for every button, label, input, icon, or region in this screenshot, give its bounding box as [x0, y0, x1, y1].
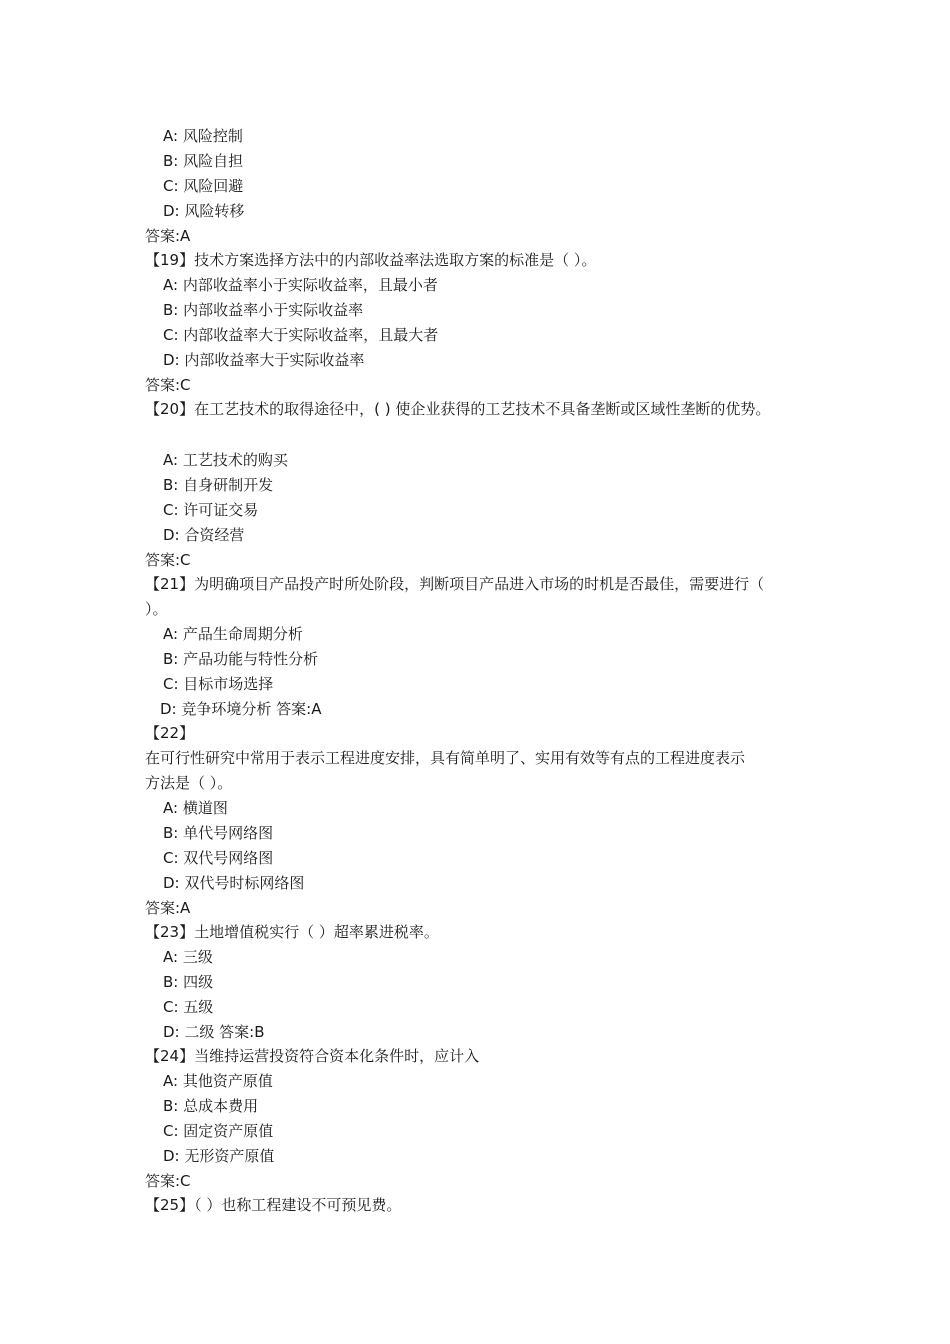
q24-option-b: B: 总成本费用	[163, 1097, 259, 1115]
question-21-title-line2: ）。	[145, 600, 168, 618]
option-d: D: 风险转移	[163, 202, 245, 220]
q19-option-d: D: 内部收益率大于实际收益率	[163, 351, 365, 369]
q19-option-a: A: 内部收益率小于实际收益率，且最小者	[163, 276, 438, 294]
question-22-title-line2: 方法是（ ）。	[145, 774, 233, 792]
q21-option-d-answer: D: 竞争环境分析 答案:A	[160, 700, 322, 718]
question-24-title: 【24】当维持运营投资符合资本化条件时，应计入	[145, 1047, 480, 1065]
q23-option-c: C: 五级	[163, 998, 214, 1016]
question-22-number: 【22】	[145, 724, 195, 742]
question-21-title-line1: 【21】为明确项目产品投产时所处阶段，判断项目产品进入市场的时机是否最佳，需要进行（	[145, 575, 765, 593]
question-23-title: 【23】土地增值税实行（ ）超率累进税率。	[145, 923, 439, 941]
q24-option-c: C: 固定资产原值	[163, 1122, 274, 1140]
q22-option-a: A: 横道图	[163, 799, 228, 817]
q21-option-a: A: 产品生命周期分析	[163, 625, 303, 643]
q24-option-a: A: 其他资产原值	[163, 1072, 273, 1090]
option-c: C: 风险回避	[163, 177, 244, 195]
q20-option-b: B: 自身研制开发	[163, 476, 274, 494]
q20-option-d: D: 合资经营	[163, 526, 245, 544]
option-a: A: 风险控制	[163, 127, 243, 145]
q19-option-c: C: 内部收益率大于实际收益率，且最大者	[163, 326, 439, 344]
question-25-title: 【25】（ ）也称工程建设不可预见费。	[145, 1196, 402, 1214]
question-22-title-line1: 在可行性研究中常用于表示工程进度安排，具有简单明了、实用有效等有点的工程进度表示	[145, 749, 746, 767]
q23-option-d-answer: D: 二级 答案:B	[163, 1023, 265, 1041]
option-b: B: 风险自担	[163, 152, 244, 170]
q23-option-b: B: 四级	[163, 973, 214, 991]
question-20-title: 【20】在工艺技术的取得途径中，( ) 使企业获得的工艺技术不具备垄断或区域性垄断的优势。	[145, 400, 771, 418]
q19-answer: 答案:C	[145, 376, 191, 394]
q21-option-b: B: 产品功能与特性分析	[163, 650, 319, 668]
q22-answer: 答案:A	[145, 899, 191, 917]
q20-answer: 答案:C	[145, 551, 191, 569]
q22-option-d: D: 双代号时标网络图	[163, 874, 305, 892]
q24-option-d: D: 无形资产原值	[163, 1147, 275, 1165]
q19-option-b: B: 内部收益率小于实际收益率	[163, 301, 364, 319]
q20-option-a: A: 工艺技术的购买	[163, 451, 288, 469]
q22-option-b: B: 单代号网络图	[163, 824, 274, 842]
answer-text: 答案:A	[145, 227, 191, 245]
q20-option-c: C: 许可证交易	[163, 501, 259, 519]
q22-option-c: C: 双代号网络图	[163, 849, 274, 867]
q24-answer: 答案:C	[145, 1172, 191, 1190]
q23-option-a: A: 三级	[163, 948, 213, 966]
q21-option-c: C: 目标市场选择	[163, 675, 274, 693]
question-19-title: 【19】技术方案选择方法中的内部收益率法选取方案的标准是（ ）。	[145, 251, 597, 269]
